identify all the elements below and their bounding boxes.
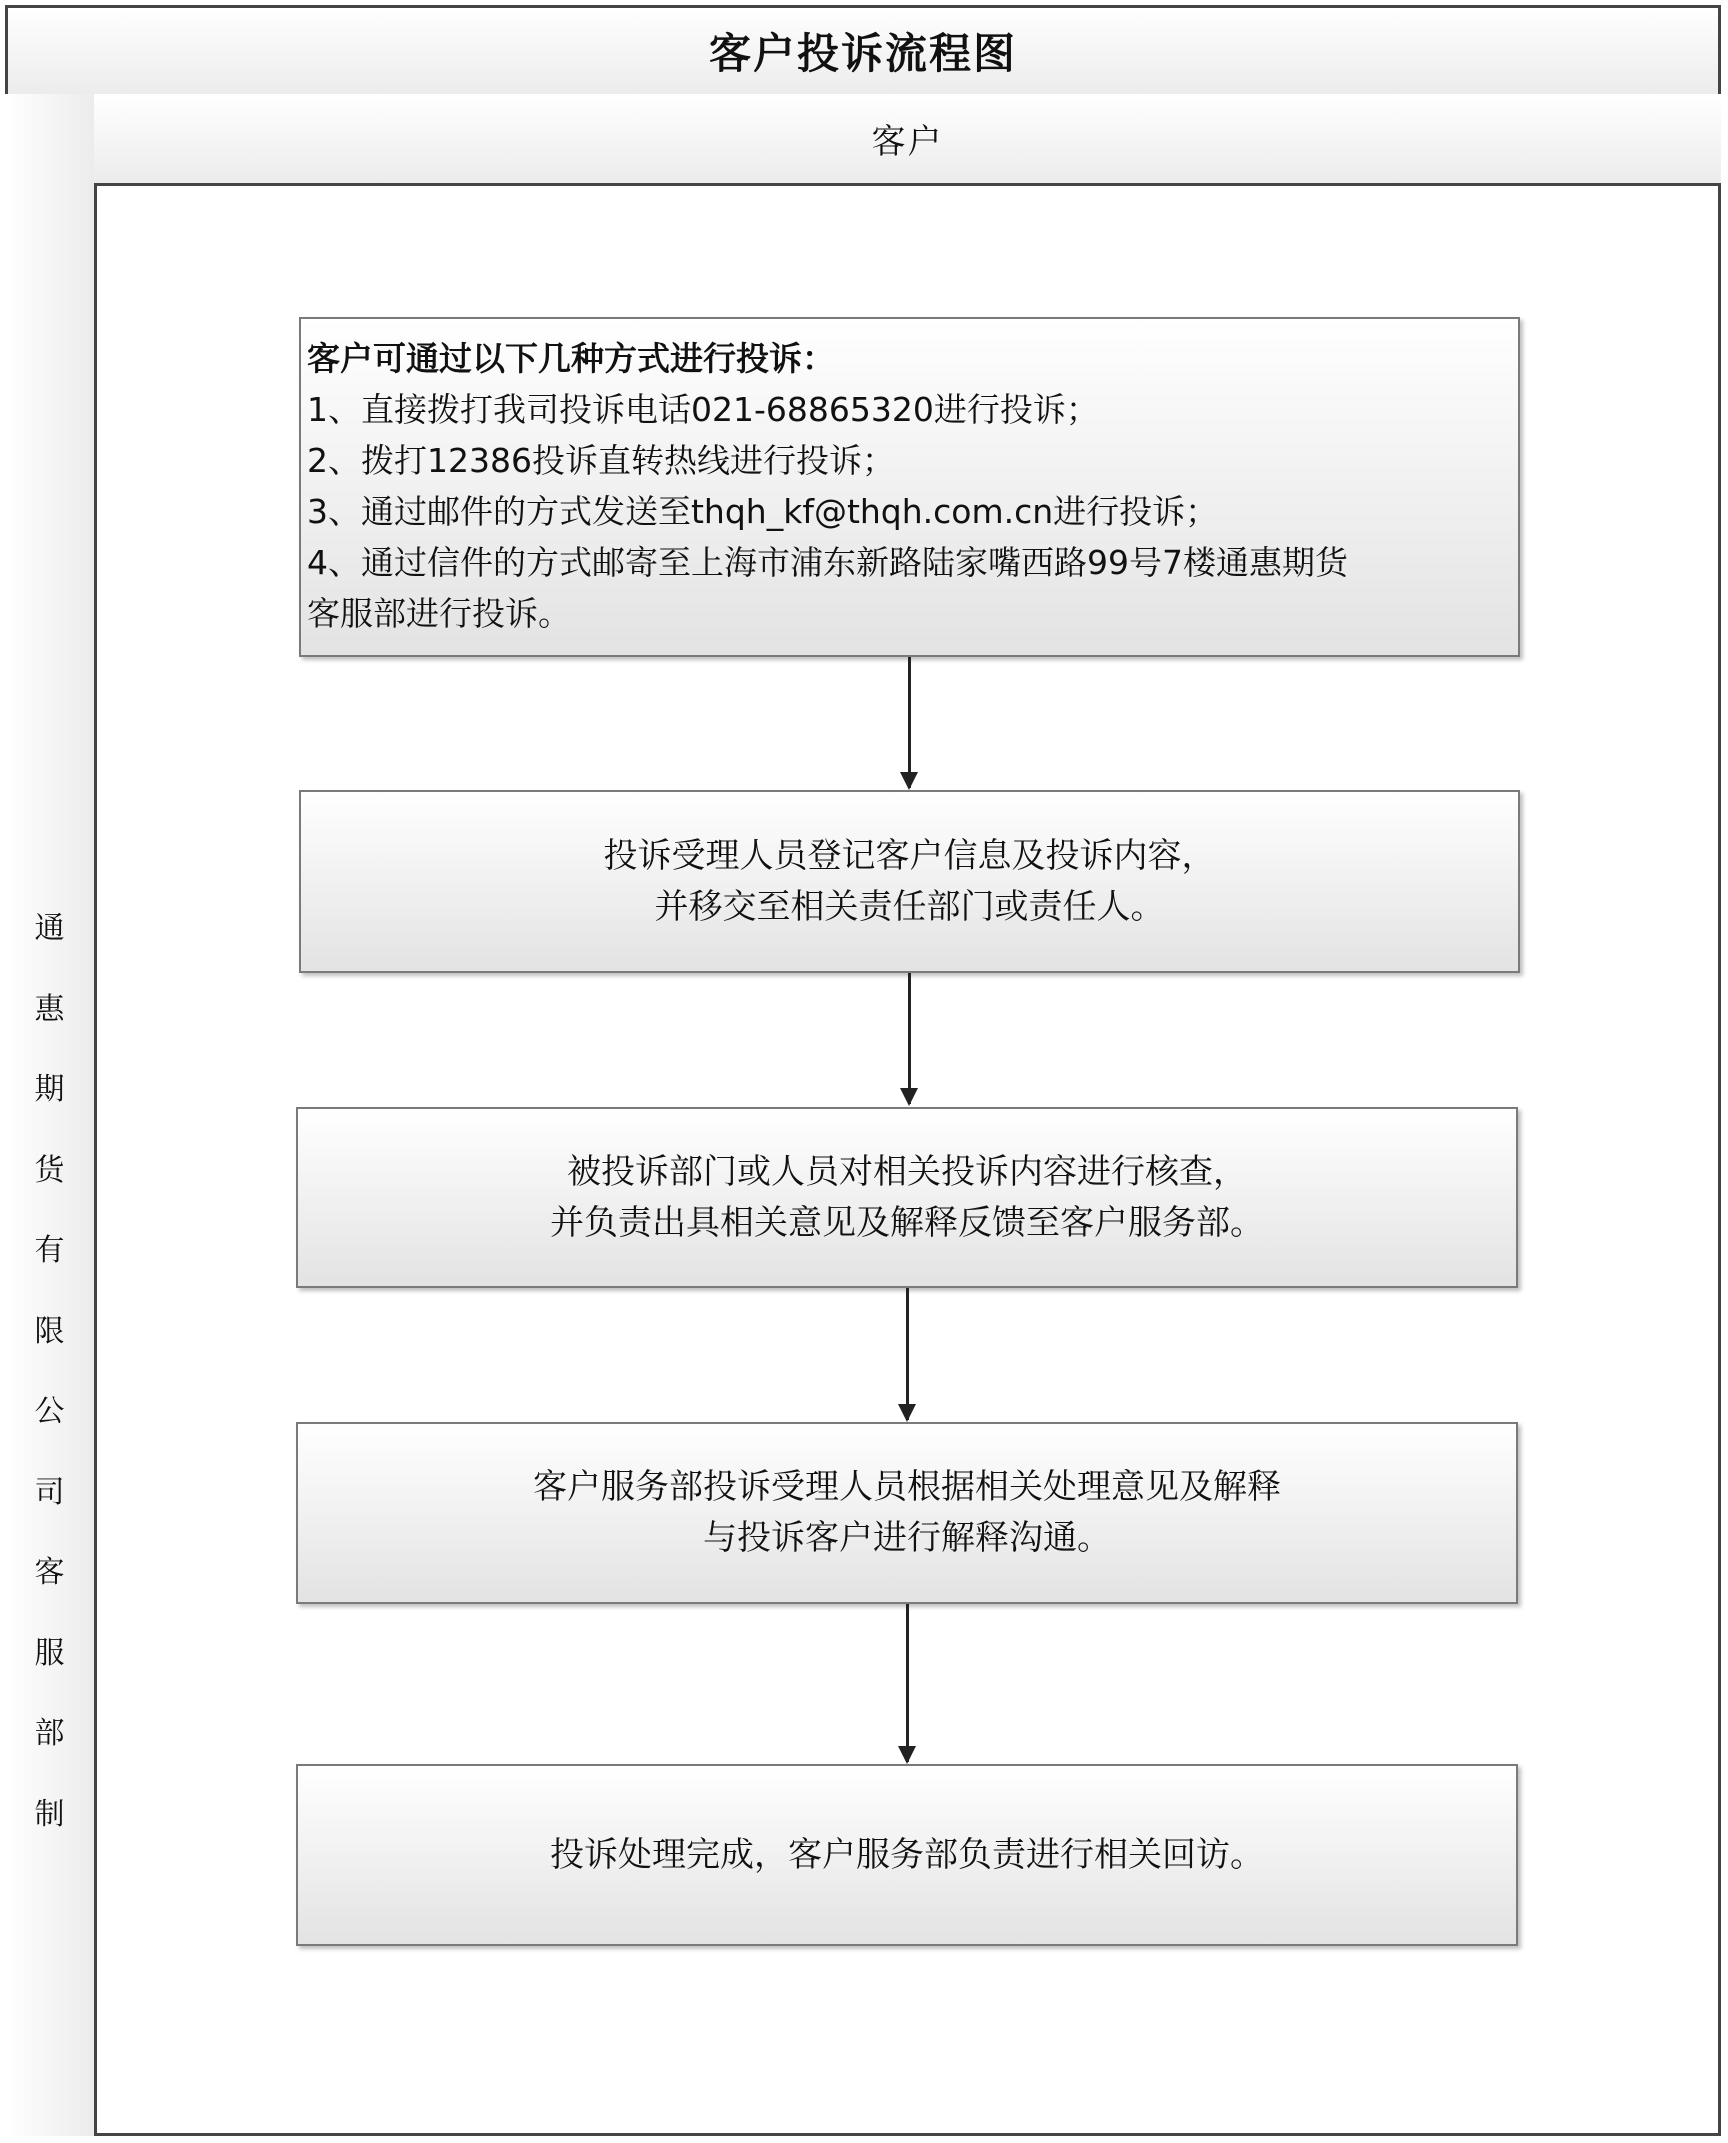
step-4-line: 与投诉客户进行解释沟通。 xyxy=(703,1518,1111,1558)
step-1-line: 2、拨打12386投诉直转热线进行投诉； xyxy=(307,441,895,480)
lane-label-char: 有 xyxy=(34,1233,65,1268)
step-4-line: 客户服务部投诉受理人员根据相关处理意见及解释 xyxy=(533,1467,1281,1507)
lane-label-char: 期 xyxy=(34,1072,65,1107)
lane-label-char: 服 xyxy=(34,1635,65,1671)
step-complaint-channels xyxy=(299,317,1520,657)
step-1-line: 客服部进行投诉。 xyxy=(307,594,571,633)
company-lane-label xyxy=(5,911,94,1880)
step-communicate-customer xyxy=(296,1422,1518,1604)
flow-arrow xyxy=(908,973,911,1104)
flow-arrow xyxy=(906,1604,909,1762)
step-3-line: 被投诉部门或人员对相关投诉内容进行核查， xyxy=(567,1151,1247,1192)
diagram-title: 客户投诉流程图 xyxy=(5,5,1721,97)
step-1-line: 1、直接拨打我司投诉电话021-68865320进行投诉； xyxy=(307,390,1099,429)
lane-label-char: 货 xyxy=(34,1152,65,1188)
step-register-complaint xyxy=(299,790,1520,973)
lane-label-char: 公 xyxy=(34,1394,65,1429)
step-2-line: 投诉受理人员登记客户信息及投诉内容， xyxy=(603,835,1216,876)
customer-lane-header: 客户 xyxy=(94,94,1721,186)
lane-label-char: 通 xyxy=(34,911,65,946)
flow-arrow xyxy=(906,1288,909,1420)
step-investigate-complaint xyxy=(296,1107,1518,1288)
step-1-line: 4、通过信件的方式邮寄至上海市浦东新路陆家嘴西路99号7楼通惠期货 xyxy=(307,543,1348,582)
step-follow-up-visit xyxy=(296,1764,1518,1946)
lane-label-char: 制 xyxy=(34,1796,65,1832)
lane-label-char: 限 xyxy=(34,1313,65,1349)
step-1-line: 3、通过邮件的方式发送至thqh_kf@thqh.com.cn进行投诉； xyxy=(307,492,1219,531)
step-3-line: 并负责出具相关意见及解释反馈至客户服务部。 xyxy=(550,1202,1264,1243)
lane-label-char: 惠 xyxy=(34,991,65,1027)
flow-arrow xyxy=(908,657,911,788)
step-5-line: 投诉处理完成，客户服务部负责进行相关回访。 xyxy=(550,1834,1264,1875)
step-1-heading: 客户可通过以下几种方式进行投诉： xyxy=(307,339,835,378)
lane-label-char: 司 xyxy=(34,1474,65,1510)
lane-label-char: 客 xyxy=(34,1555,65,1590)
step-2-line: 并移交至相关责任部门或责任人。 xyxy=(654,886,1165,927)
company-lane xyxy=(5,94,97,2136)
lane-label-char: 部 xyxy=(34,1716,65,1751)
